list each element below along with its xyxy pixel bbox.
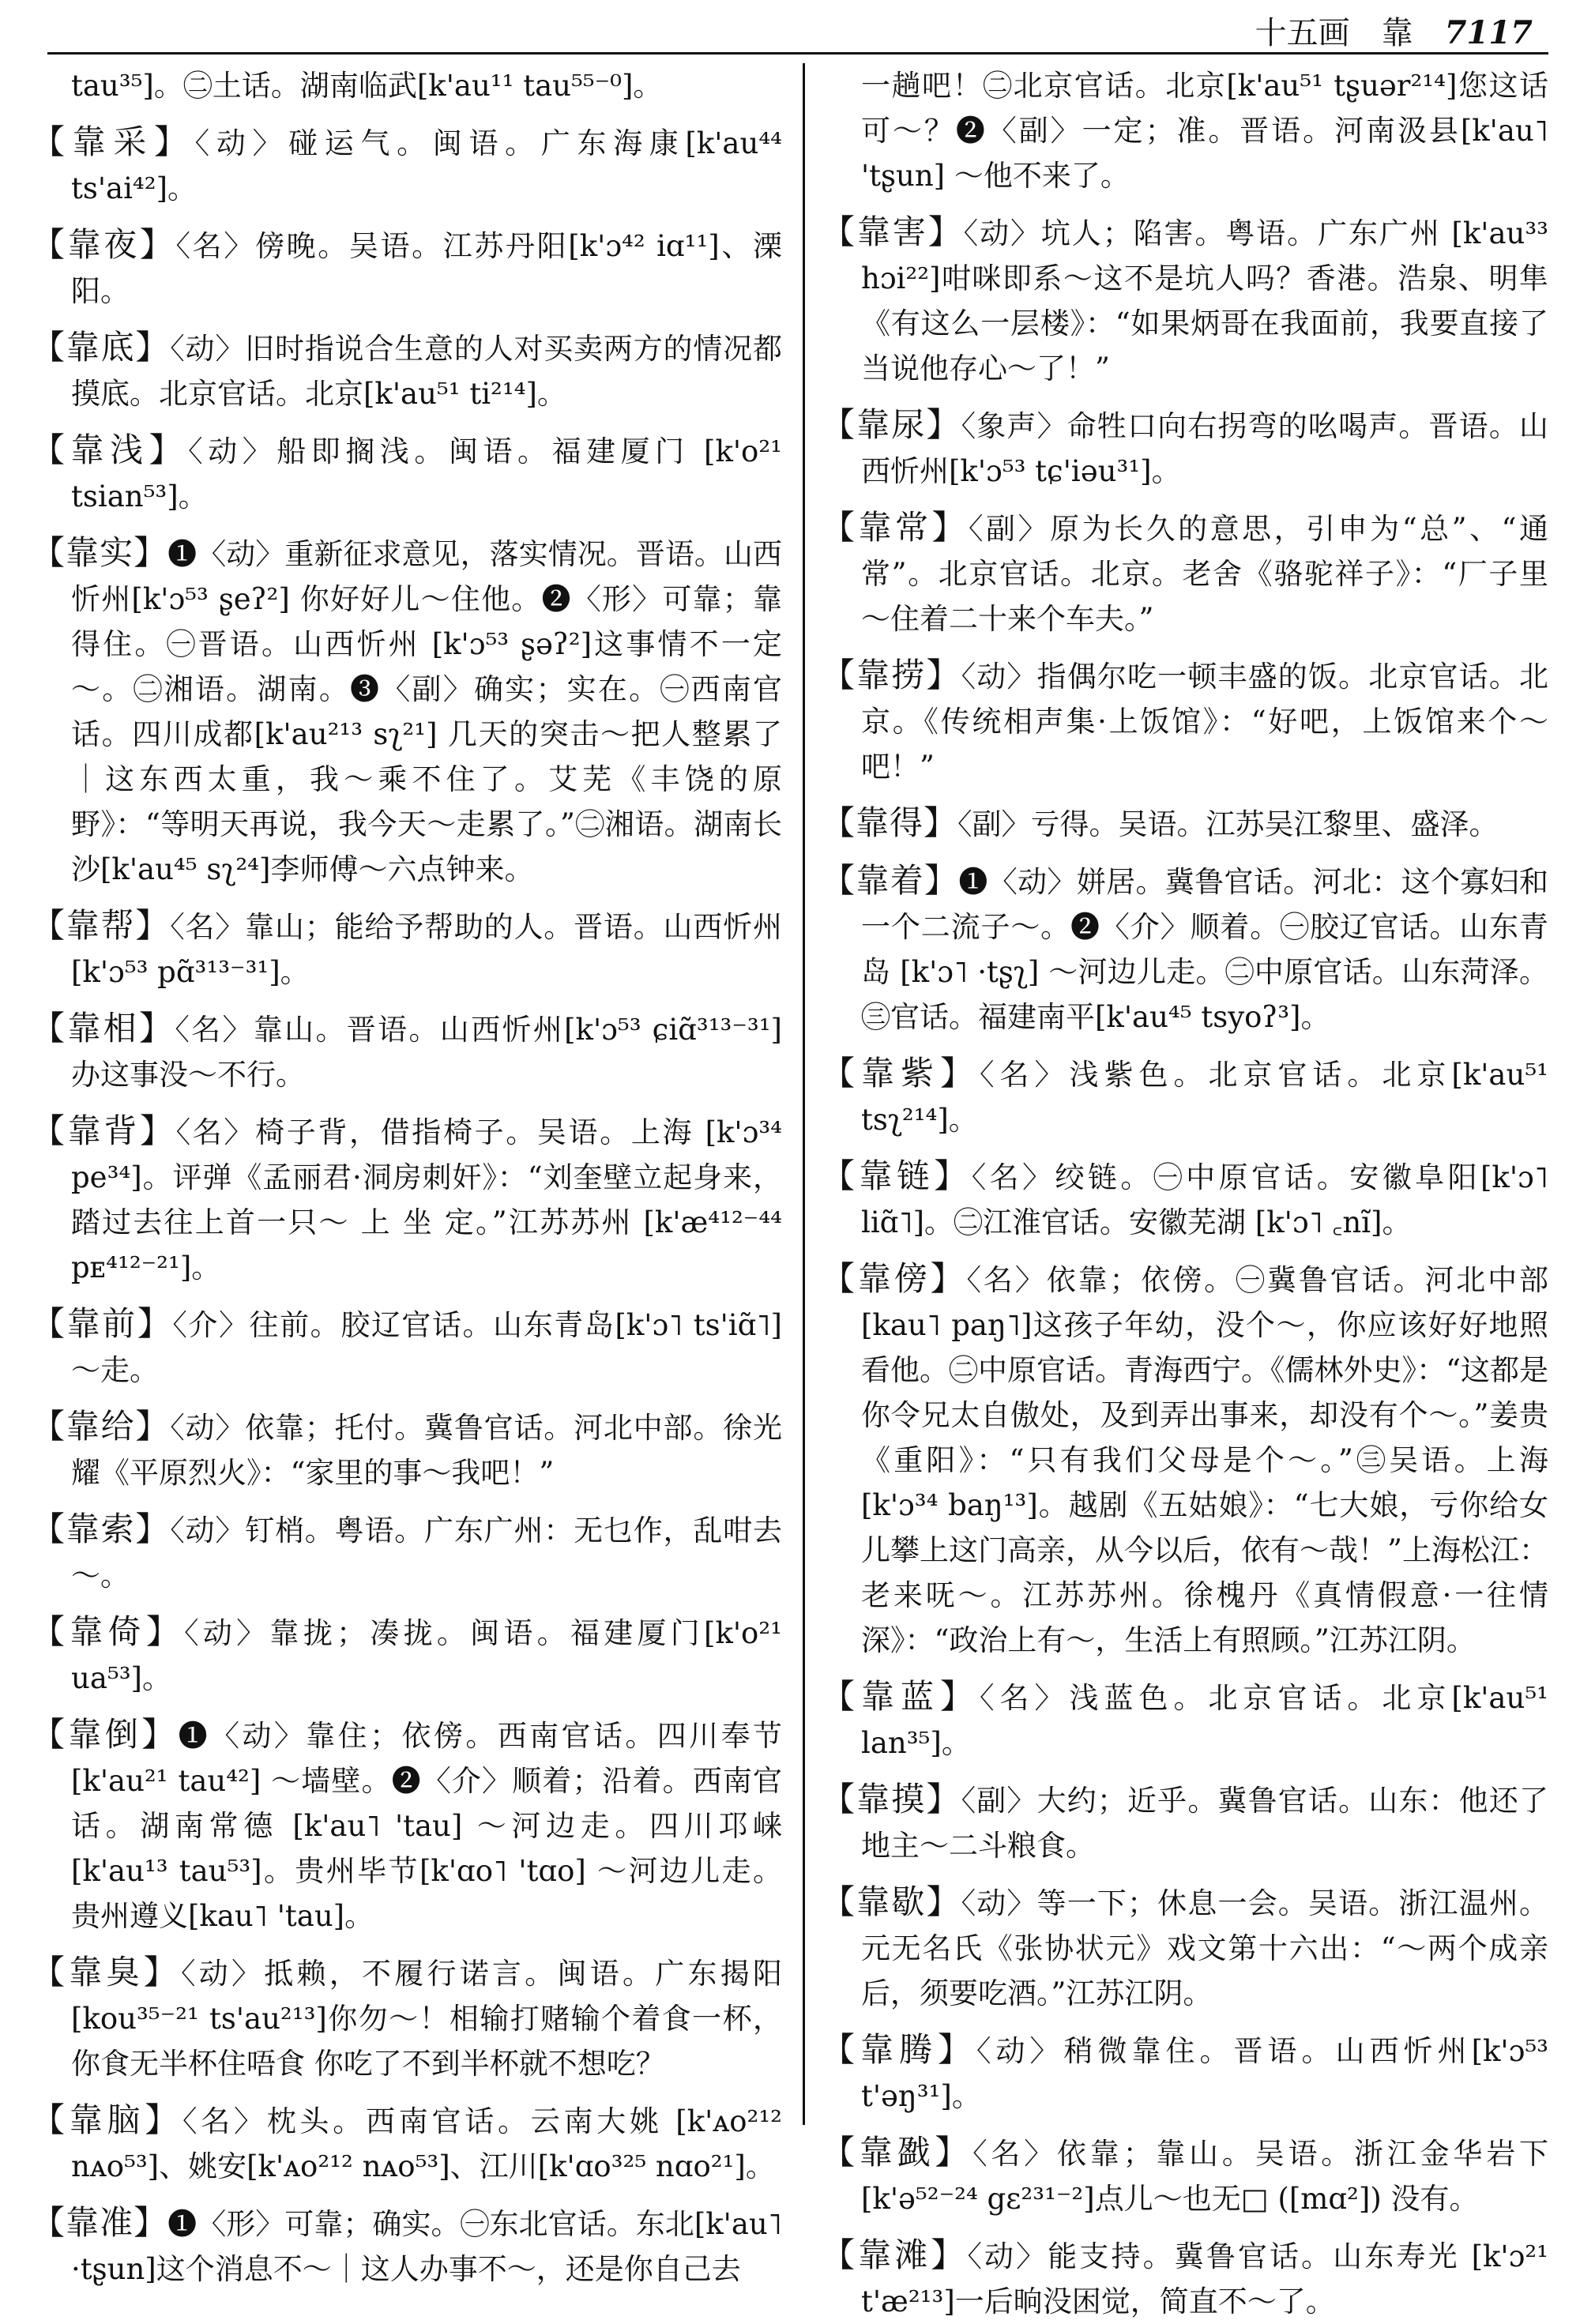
entry-definition: 〈动〉等一下；休息一会。吴语。浙江温州。元无名氏《张协状元》戏文第十六出：“～两个成亲后，须要吃酒。”江苏江阴。 [861, 1886, 1548, 2010]
entry-definition: 〈动〉钉梢。粤语。广东广州：无乜作，乱咁去～。 [71, 1514, 782, 1593]
entry-headword: 【靠腾】 [822, 2030, 977, 2069]
column-divider [803, 63, 805, 2125]
entry-definition: 〈介〉往前。胶辽官话。山东青岛[k'ɔ˥ ts'iɑ̃˥] ～走。 [71, 1308, 782, 1387]
dictionary-entry [822, 2232, 1548, 2324]
entry-headword: 【靠蓝】 [822, 1677, 980, 1716]
entry-definition: 〈动〉旧时指说合生意的人对买卖两方的情况都摸底。北京官话。北京[k'au⁵¹ ti²¹⁴]。 [71, 332, 782, 411]
entry-headword: 【靠链】 [822, 1156, 972, 1195]
entry-definition: ❶〈动〉姘居。冀鲁官话。河北：这个寡妇和一个二流子～。❷〈介〉顺着。㊀胶辽官话。山东青岛 [k'ɔ˥ ·tʂʅ] ～河边儿走。㊁中原官话。山东菏泽。㊂官话。福建南平[k'au⁴⁵ tsyoʔ³]。 [861, 865, 1548, 1034]
entry-definition: 〈名〉枕头。西南官话。云南大姚 [k'ᴀo²¹² nᴀo⁵³]、姚安[k'ᴀo²¹² nᴀo⁵³]、江川[k'ɑo³²⁵ nɑo²¹]。 [71, 2104, 782, 2183]
entry-definition: 〈动〉依靠；托付。冀鲁官话。河北中部。徐光耀《平原烈火》：“家里的事～我吧！” [71, 1411, 782, 1490]
entry-definition: 一趟吧！㊁北京官话。北京[k'au⁵¹ tʂuər²¹⁴]您这话可～？❷〈副〉一定；准。晋语。河南汲县[k'au˥ 'tʂun] ～他不来了。 [861, 69, 1548, 193]
entry-headword: 【靠着】 [822, 861, 959, 900]
entry-definition: 〈动〉稍微靠住。晋语。山西忻州[k'ɔ⁵³ t'əŋ³¹]。 [861, 2034, 1548, 2113]
dictionary-entry [822, 1153, 1548, 1245]
dictionary-entry [32, 1712, 782, 1939]
entry-headword: 【靠歇】 [822, 1882, 961, 1921]
entry-headword: 【靠前】 [32, 1304, 173, 1343]
entry-definition: 〈名〉依靠；依傍。㊀冀鲁官话。河北中部 [kau˥ paŋ˥]这孩子年幼，没个～，你应该好好地照看他。㊁中原官话。青海西宁。《儒林外史》：“这都是你令兄太自傲处，及到弄出事来，却没有个～。”姜贵《重阳》：“只有我们父母是个～。”㊂吴语。上海 [k'ɔ³⁴ baŋ¹³]。越剧《五姑娘》：“七大娘，亏你给女儿攀上这门高亲，从今以后，依有～哉！”上海松江：老来呒～。江苏苏州。徐槐丹《真情假意·一往情深》：“政治上有～，生活上有照顾。”江苏江阴。 [861, 1263, 1548, 1657]
dictionary-entry [32, 2097, 782, 2189]
entry-headword: 【靠底】 [32, 328, 171, 367]
dictionary-entry [822, 2027, 1548, 2119]
entry-headword: 【靠相】 [32, 1009, 175, 1047]
entry-definition: 〈名〉傍晚。吴语。江苏丹阳[k'ɔ⁴² iɑ¹¹]、溧阳。 [71, 229, 782, 308]
entry-definition: 〈动〉碰运气。闽语。广东海康[k'au⁴⁴ ts'ai⁴²]。 [71, 126, 782, 205]
entry-headword: 【靠臭】 [32, 1953, 181, 1991]
dictionary-entry [822, 800, 1548, 847]
entry-headword: 【靠傍】 [822, 1259, 967, 1298]
entry-definition: tau³⁵]。㊁土话。湖南临武[k'au¹¹ tau⁵⁵⁻⁰]。 [71, 69, 663, 103]
entry-definition: ❶〈形〉可靠；确实。㊀东北官话。东北[k'au˥ ·tʂun]这个消息不～｜这人办事不～，还是你自己去 [71, 2207, 782, 2286]
dictionary-entry [32, 1950, 782, 2086]
entry-headword: 【靠脑】 [32, 2100, 183, 2139]
dictionary-entry [822, 505, 1548, 641]
dictionary-entry [32, 903, 782, 995]
entry-headword: 【靠紫】 [822, 1054, 980, 1092]
dictionary-entry [32, 1506, 782, 1598]
entry-continuation [32, 63, 782, 108]
entry-headword: 【靠夜】 [32, 225, 176, 264]
dictionary-entry [822, 2130, 1548, 2221]
entry-headword: 【靠索】 [32, 1510, 171, 1548]
right-column [822, 63, 1548, 2318]
dictionary-entry [822, 652, 1548, 789]
entry-definition: 〈动〉船即搁浅。闽语。福建厦门 [k'o²¹ tsian⁵³]。 [71, 434, 782, 513]
left-column [32, 63, 782, 2286]
running-head [1255, 8, 1533, 53]
entry-definition: 〈名〉靠山；能给予帮助的人。晋语。山西忻州[k'ɔ⁵³ pɑ̃³¹³⁻³¹]。 [71, 910, 782, 989]
entry-headword: 【靠戤】 [822, 2133, 973, 2172]
entry-definition: 〈名〉椅子背，借指椅子。吴语。上海 [k'ɔ³⁴ pe³⁴]。评弹《孟丽君·洞房刺奸》：“刘奎壁立起身来，踏过去往上首一只～ 上 坐 定。”江苏苏州 [k'æ⁴¹²⁻⁴⁴ pᴇ⁴¹²⁻²¹]。 [71, 1115, 782, 1284]
entry-definition: 〈动〉坑人；陷害。粤语。广东广州 [k'au³³ hɔi²²]咁咪即系～这不是坑人吗？香港。浩泉、明隼《有这么一层楼》：“如果炳哥在我面前，我要直接了当说他存心～了！” [861, 216, 1548, 385]
entry-definition: 〈动〉抵赖，不履行诺言。闽语。广东揭阳 [kou³⁵⁻²¹ ts'au²¹³]你勿～！相输打赌输个着食一杯，你食无半杯住唔食 你吃了不到半杯就不想吃？ [71, 1957, 782, 2081]
entry-definition: 〈动〉指偶尔吃一顿丰盛的饭。北京官话。北京。《传统相声集·上饭馆》：“好吧，上饭馆来个～吧！” [861, 660, 1548, 784]
entry-definition: 〈动〉能支持。冀鲁官话。山东寿光 [k'ɔ²¹ t'æ²¹³]一后晌没困觉，简直不～了。 [861, 2239, 1548, 2318]
entry-headword: 【靠背】 [32, 1111, 176, 1150]
dictionary-entry [32, 1404, 782, 1495]
entry-definition: 〈名〉依靠；靠山。吴语。浙江金华岩下[k'ə⁵²⁻²⁴ gɛ²³¹⁻²]点儿～也无□ ([mɑ²]) 没有。 [861, 2137, 1548, 2216]
entry-definition: ❶〈动〉重新征求意见，落实情况。晋语。山西忻州[k'ɔ⁵³ ʂeʔ²] 你好好儿～住他。❷〈形〉可靠；靠得住。㊀晋语。山西忻州 [k'ɔ⁵³ ʂəʔ²]这事情不一定～。㊁湘语。湖南。❸〈副〉确实；实在。㊀西南官话。四川成都[k'au²¹³ sʅ²¹] 几天的突击～把人整累了｜这东西太重，我～乘不住了。艾芜《丰饶的原野》：“等明天再说，我今天～走累了。”㊁湘语。湖南长沙[k'au⁴⁵ sʅ²⁴]李师傅～六点钟来。 [71, 537, 782, 886]
dictionary-entry [822, 1777, 1548, 1868]
dictionary-entry [822, 858, 1548, 1040]
entry-headword: 【靠实】 [32, 533, 168, 572]
page-number: 7117 [1444, 14, 1533, 51]
entry-definition: 〈副〉大约；近乎。冀鲁官话。山东：他还了地主～二斗粮食。 [861, 1784, 1548, 1863]
dictionary-entry [822, 1051, 1548, 1142]
dictionary-entry [822, 402, 1548, 494]
section-label: 十五画 [1255, 15, 1350, 51]
dictionary-entry [822, 209, 1548, 391]
entry-headword: 【靠采】 [32, 122, 195, 161]
entry-definition: 〈动〉靠拢；凑拢。闽语。福建厦门[k'o²¹ ua⁵³]。 [71, 1616, 782, 1695]
entry-definition: 〈副〉原为长久的意思，引申为“总”、“通常”。北京官话。北京。老舍《骆驼祥子》：“厂子里～住着二十来个车夫。” [861, 512, 1548, 636]
entry-headword: 【靠尿】 [822, 405, 961, 444]
dictionary-entry [32, 222, 782, 314]
entry-headword: 【靠浅】 [32, 431, 189, 469]
entry-headword: 【靠倒】 [32, 1715, 179, 1754]
entry-headword: 【靠摸】 [822, 1780, 961, 1818]
entry-headword: 【靠帮】 [32, 906, 171, 945]
entry-definition: ❶〈动〉靠住；依傍。西南官话。四川奉节 [k'au²¹ tau⁴²] ～墙壁。❷〈介〉顺着；沿着。西南官话。湖南常德 [k'au˥ 'tau] ～河边走。四川邛崃 [k'au¹³ tau⁵³]。贵州毕节[k'ɑo˥ 'tɑo] ～河边儿走。贵州遵义[kau˥ 'tau]。 [71, 1719, 782, 1933]
entry-continuation [822, 63, 1548, 198]
entry-definition: 〈名〉绞链。㊀中原官话。安徽阜阳[k'ɔ˥ liɑ̃˥]。㊁江淮官话。安徽芜湖 [k'ɔ˥ ꜀nĩ]。 [861, 1160, 1548, 1239]
dictionary-entry [32, 325, 782, 416]
dictionary-entry [32, 119, 782, 211]
dictionary-entry [822, 1879, 1548, 2016]
entry-definition: 〈名〉浅蓝色。北京官话。北京[k'au⁵¹ lan³⁵]。 [861, 1681, 1548, 1760]
entry-headword: 【靠捞】 [822, 656, 961, 694]
entry-headword: 【靠给】 [32, 1407, 171, 1446]
entry-definition: 〈名〉靠山。晋语。山西忻州[k'ɔ⁵³ ɕiɑ̃³¹³⁻³¹] 办这事没～不行。 [71, 1013, 782, 1092]
entry-definition: 〈象声〉命牲口向右拐弯的吆喝声。晋语。山西忻州[k'ɔ⁵³ tɕ'iəu³¹]。 [861, 409, 1548, 488]
entry-definition: 〈名〉浅紫色。北京官话。北京[k'au⁵¹ tsʅ²¹⁴]。 [861, 1058, 1548, 1137]
dictionary-entry [32, 1301, 782, 1393]
dictionary-entry [32, 1108, 782, 1290]
dictionary-entry [822, 1674, 1548, 1766]
entry-headword: 【靠得】 [822, 803, 958, 842]
dictionary-entry [32, 427, 782, 519]
dictionary-entry [32, 2200, 782, 2292]
entry-headword: 【靠害】 [822, 212, 964, 251]
dictionary-entry [822, 1256, 1548, 1663]
radical-label: 靠 [1381, 15, 1413, 51]
dictionary-entry [32, 530, 782, 892]
entry-headword: 【靠常】 [822, 508, 969, 547]
header-rule [47, 52, 1548, 55]
dictionary-entry [32, 1006, 782, 1097]
page-header [0, 0, 1580, 55]
entry-headword: 【靠倚】 [32, 1612, 185, 1651]
entry-definition: 〈副〉亏得。吴语。江苏吴江黎里、盛泽。 [957, 807, 1499, 841]
entry-headword: 【靠准】 [32, 2203, 168, 2242]
dictionary-entry [32, 1609, 782, 1701]
entry-headword: 【靠滩】 [822, 2236, 968, 2274]
